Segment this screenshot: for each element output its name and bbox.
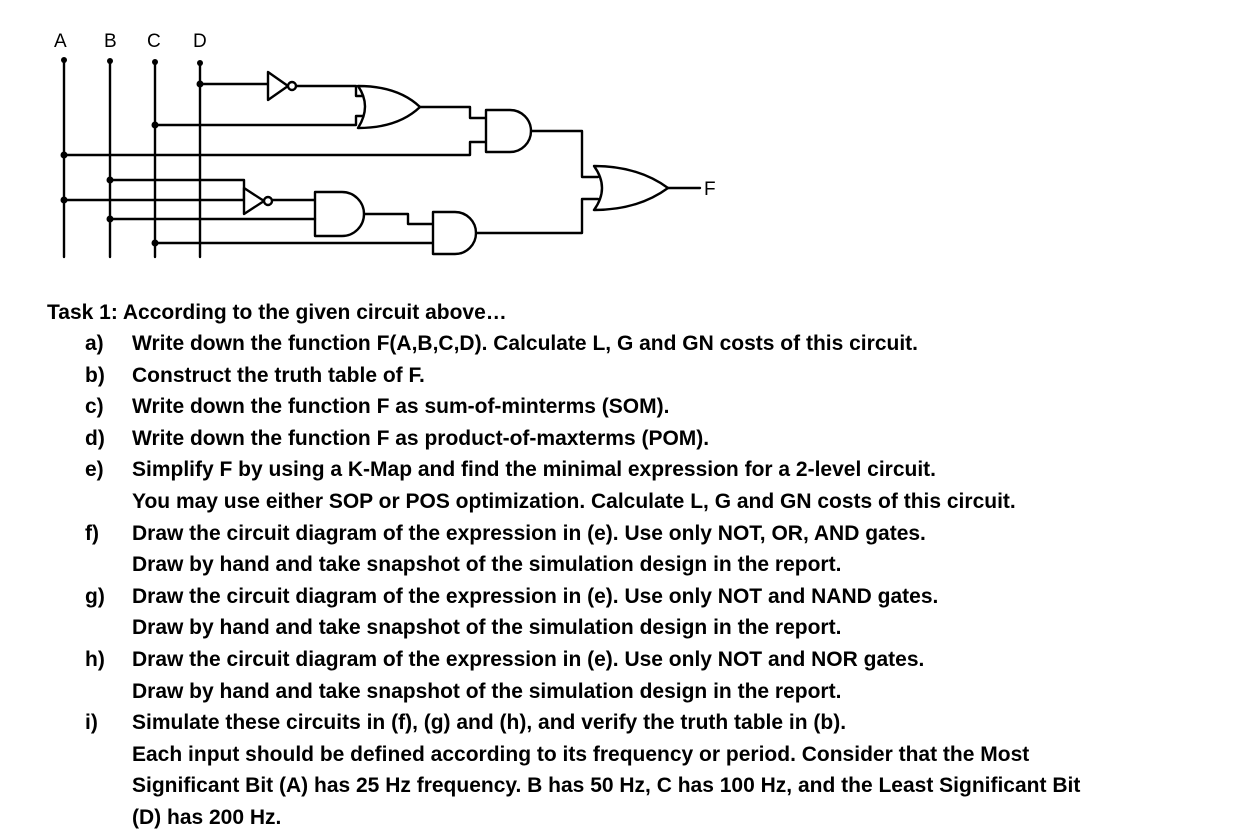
task-list <box>47 328 1237 834</box>
task-item <box>47 454 1237 517</box>
task-item-text: Draw by hand and take snapshot of the simulation design in the report. <box>132 553 842 577</box>
wire-and2-to-and3 <box>364 214 433 224</box>
task-item-text: Draw by hand and take snapshot of the simulation design in the report. <box>132 616 842 640</box>
task-item-text: Construct the truth table of F. <box>132 363 425 387</box>
task-item-letter: d) <box>85 426 105 450</box>
circuit-diagram <box>0 0 760 270</box>
wire-a-to-and1 <box>64 142 486 155</box>
wire-and3-to-or2 <box>476 199 598 233</box>
input-label-c: C <box>147 31 161 52</box>
task-item-text: Draw the circuit diagram of the expression in (e). Use only NOT and NAND gates. <box>132 584 939 608</box>
task-item-text: Simplify F by using a K-Map and find the minimal expression for a 2-level circuit. <box>132 458 936 482</box>
and-gate-1 <box>486 110 531 152</box>
task-item-letter: f) <box>85 521 99 545</box>
input-label-d: D <box>193 31 207 52</box>
task-item <box>47 328 1237 360</box>
not-gate-1 <box>268 72 288 100</box>
or-gate-1 <box>358 86 420 128</box>
task-item-text: Write down the function F(A,B,C,D). Calculate L, G and GN costs of this circuit. <box>132 332 918 355</box>
task-item-text: Simulate these circuits in (f), (g) and (h), and verify the truth table in (b). <box>132 711 847 735</box>
wire-or1-to-and1 <box>420 107 486 118</box>
not-gate-2-bubble <box>264 197 272 205</box>
task-item-letter: g) <box>85 584 105 608</box>
wire-b-to-not2 <box>110 180 320 200</box>
task-item-letter: c) <box>85 395 104 419</box>
task-section <box>47 297 1237 834</box>
task-item-text: Draw the circuit diagram of the expression in (e). Use only NOT and NOR gates. <box>132 647 925 671</box>
and-gate-3 <box>433 212 476 254</box>
task-item <box>47 391 1237 423</box>
task-item-text: Write down the function F as sum-of-minterms (SOM). <box>132 395 670 419</box>
output-label-f: F <box>704 179 716 200</box>
task-item-text: Write down the function F as product-of-maxterms (POM). <box>132 426 710 450</box>
input-label-a: A <box>54 31 67 52</box>
or-gate-2 <box>594 166 668 210</box>
task-item-text: Draw by hand and take snapshot of the simulation design in the report. <box>132 679 842 703</box>
task-item <box>47 518 1237 581</box>
task-item-letter: e) <box>85 458 104 482</box>
task-item-text: (D) has 200 Hz. <box>132 805 282 829</box>
task-item-text: You may use either SOP or POS optimization. Calculate L, G and GN costs of this circuit. <box>132 489 1016 513</box>
task-title: Task 1: According to the given circuit above… <box>47 301 507 324</box>
task-item-text: Each input should be defined according to its frequency or period. Consider that the Most <box>132 742 1030 766</box>
task-item-letter: b) <box>85 363 105 387</box>
task-item-text: Draw the circuit diagram of the expression in (e). Use only NOT, OR, AND gates. <box>132 521 926 545</box>
task-item <box>47 707 1237 833</box>
wire-c-to-or1 <box>155 116 372 125</box>
and-gate-2 <box>315 192 364 236</box>
task-item <box>47 423 1237 455</box>
input-label-b: B <box>104 31 117 52</box>
task-item-letter: a) <box>85 332 104 355</box>
task-item-text: Significant Bit (A) has 25 Hz frequency. B has 50 Hz, C has 100 Hz, and the Least Significant Bit <box>132 774 1081 798</box>
task-item-letter: i) <box>85 711 98 735</box>
task-item <box>47 581 1237 644</box>
not-gate-2 <box>244 188 264 214</box>
task-item <box>47 644 1237 707</box>
wire-and1-to-or2 <box>531 131 598 177</box>
task-item <box>47 360 1237 392</box>
task-item-letter: h) <box>85 647 105 671</box>
